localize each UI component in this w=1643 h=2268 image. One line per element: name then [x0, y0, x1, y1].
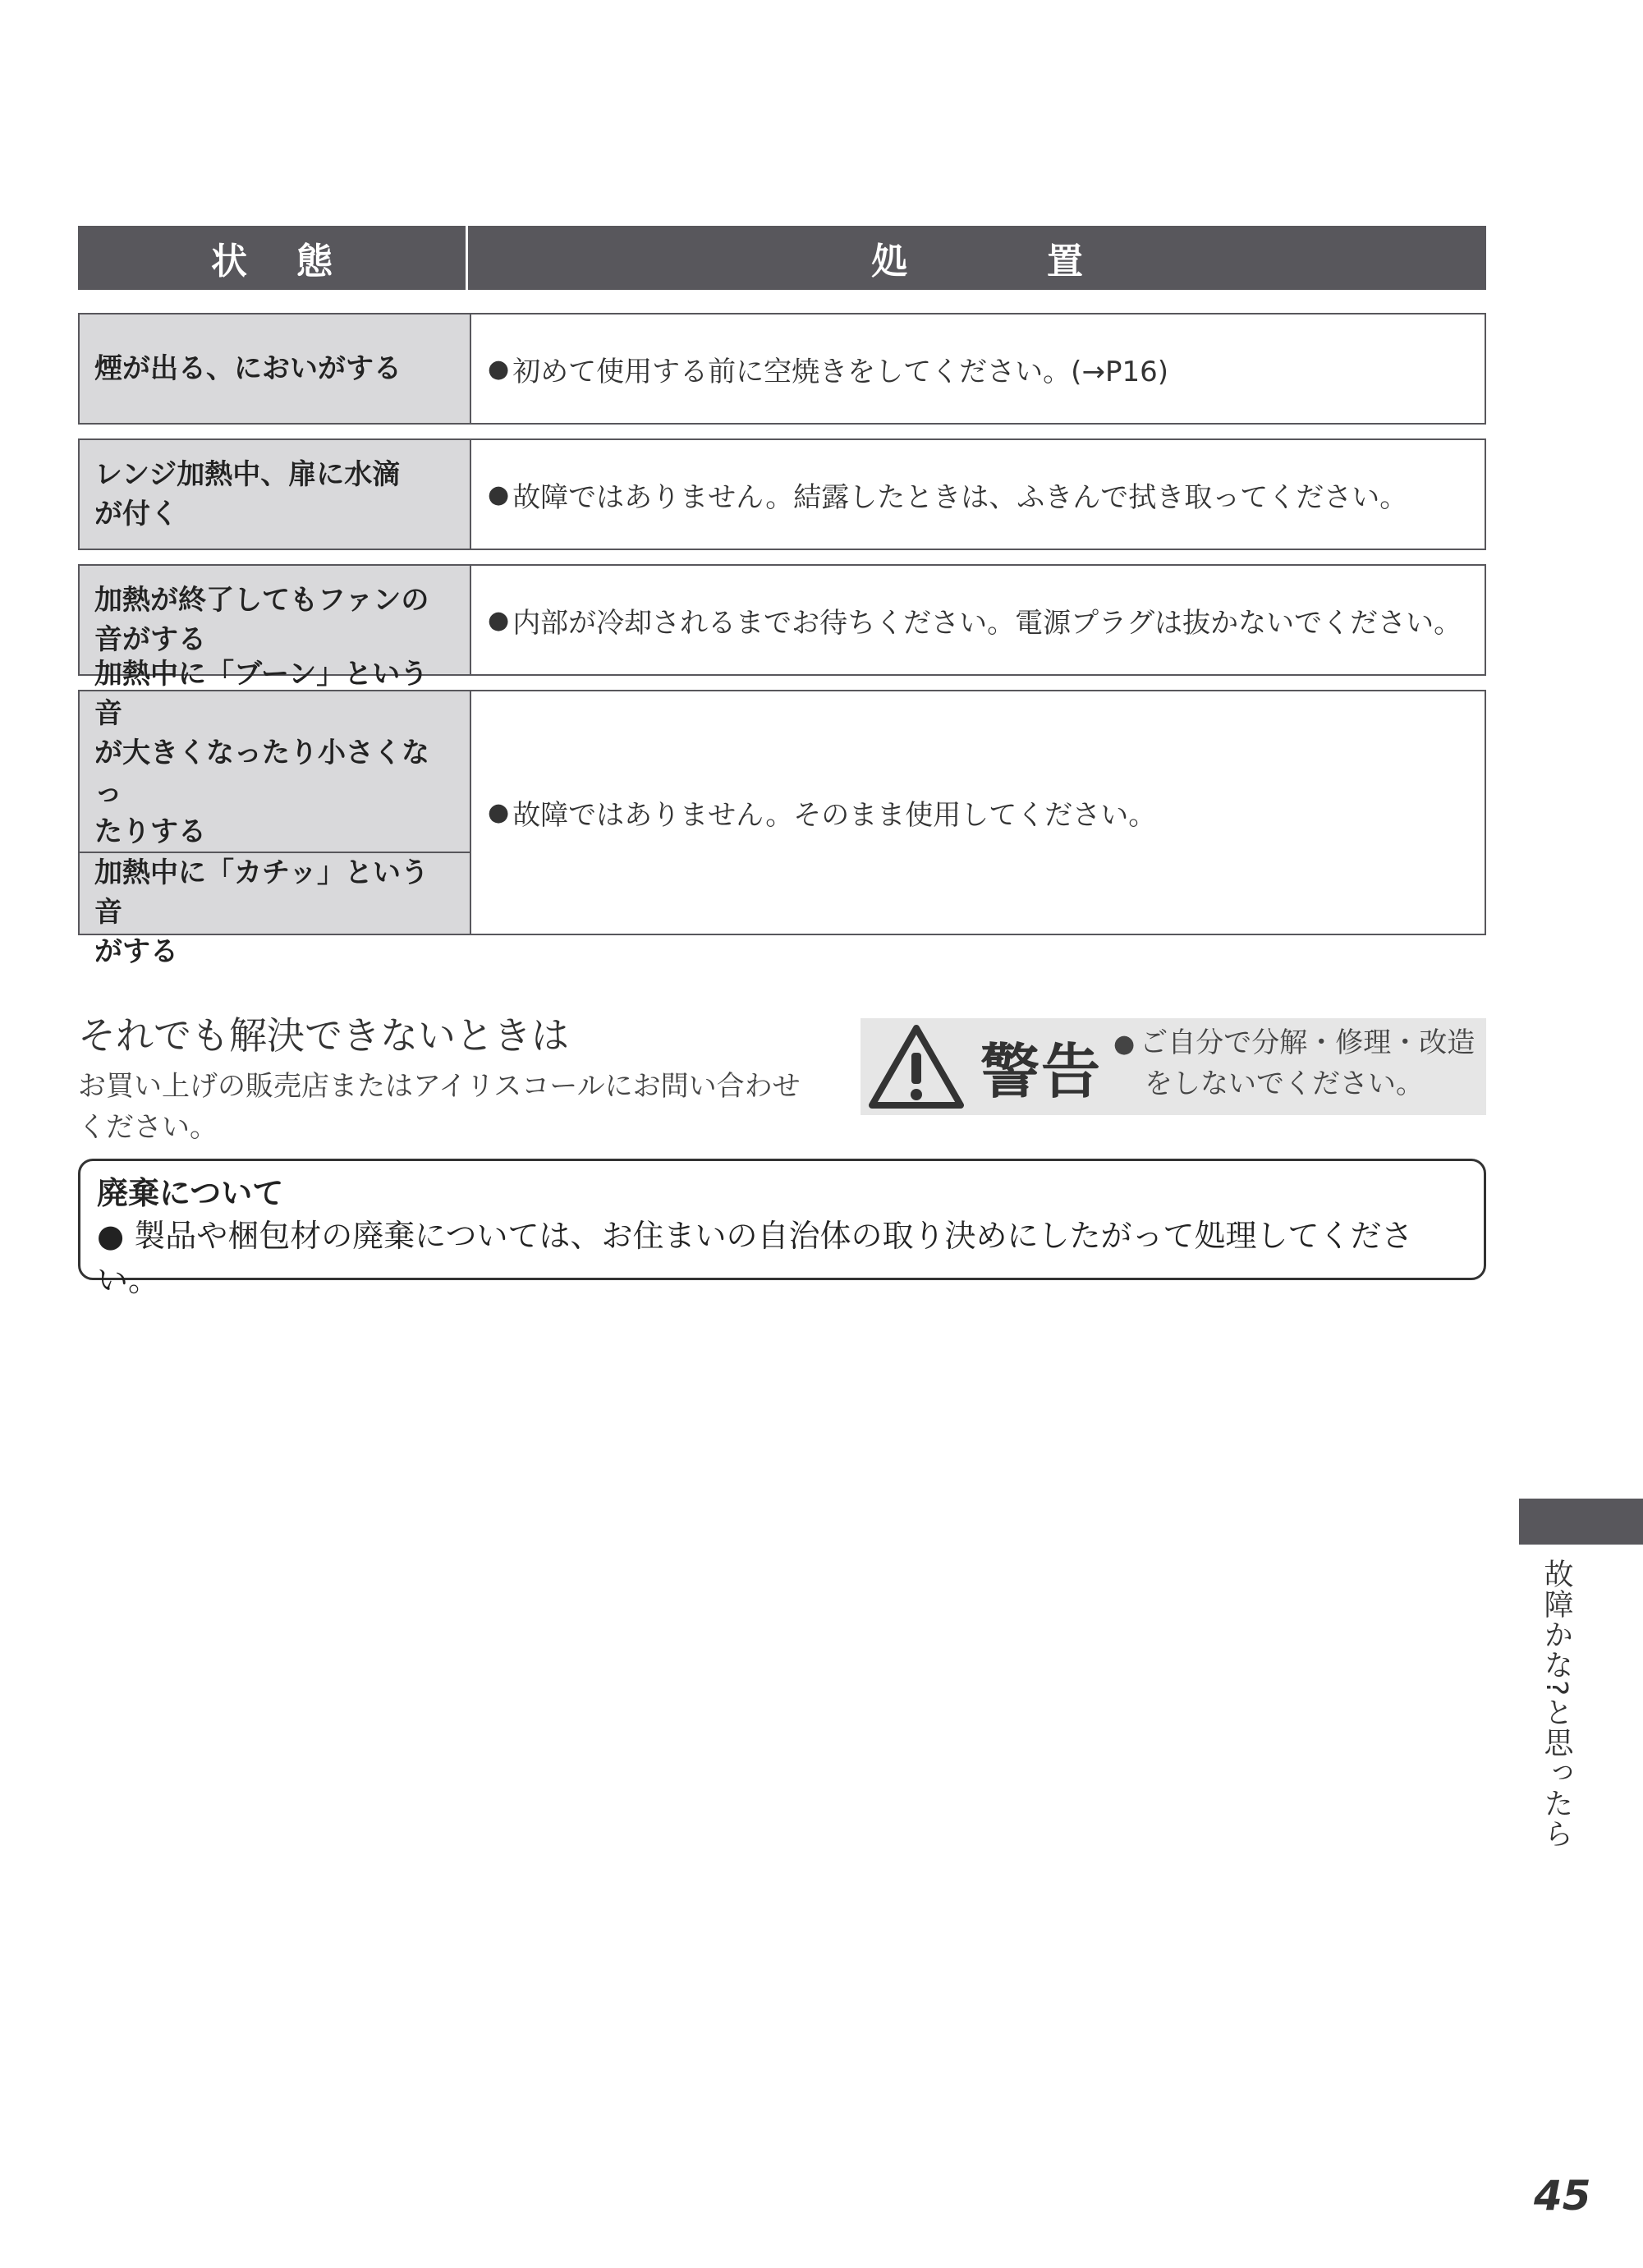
bullet-icon: ● [488, 354, 510, 383]
bullet-icon: ● [1113, 1030, 1136, 1058]
action-cell: ● 故障ではありません。そのまま使用してください。 [488, 798, 1157, 832]
bullet-icon: ● [488, 605, 510, 635]
state-cell: 煙が出る、においがする [80, 314, 471, 423]
header-state: 状態 [78, 226, 468, 290]
warning-box [861, 1018, 1486, 1115]
action-cell: ● 内部が冷却されるまでお待ちください。電源プラグは抜かないでください。 [488, 605, 1462, 640]
bullet-icon: ● [488, 480, 510, 509]
unresolved-text: お買い上げの販売店またはアイリスコールにお問い合わせ ください。 [78, 1070, 801, 1144]
table-row [78, 657, 1486, 968]
side-tab-bar [1519, 1499, 1643, 1545]
state-cell [80, 657, 471, 968]
page-number: 45 [1534, 2172, 1591, 2220]
state-cell: レンジ加熱中、扉に水滴 が付く [80, 440, 471, 549]
state-cell: 加熱が終了してもファンの 音がする [80, 566, 471, 674]
header-action: 処置 [871, 241, 1223, 282]
table-row [78, 438, 1486, 550]
warning-text: ● ご自分で分解・修理・改造 をしないでください。 [1113, 1026, 1475, 1100]
side-tab-label: 故障かな?と思ったら [1540, 1559, 1573, 1849]
action-cell: ● 故障ではありません。結露したときは、ふきんで拭き取ってください。 [488, 480, 1408, 514]
disposal-title: 廃棄について [97, 1175, 284, 1211]
warning-triangle-icon [867, 1022, 966, 1112]
state-subcell: 加熱中に「カチッ」という音 がする [80, 852, 470, 971]
bullet-icon: ● [488, 798, 510, 827]
table-row [78, 313, 1486, 425]
disposal-text: ● 製品や梱包材の廃棄については、お住まいの自治体の取り決めにしたがって処理してください。 [97, 1218, 1413, 1298]
unresolved-title: それでも解決できないときは [78, 1013, 569, 1058]
state-subcell: 加熱中に「ブーン」という音 が大きくなったり小さくなっ たりする [94, 657, 429, 848]
action-cell: ● 初めて使用する前に空焼きをしてください。(→P16) [488, 354, 1168, 388]
disposal-box [78, 1159, 1486, 1298]
table-header [78, 226, 1486, 290]
warning-keyword: 警告 [980, 1037, 1103, 1106]
